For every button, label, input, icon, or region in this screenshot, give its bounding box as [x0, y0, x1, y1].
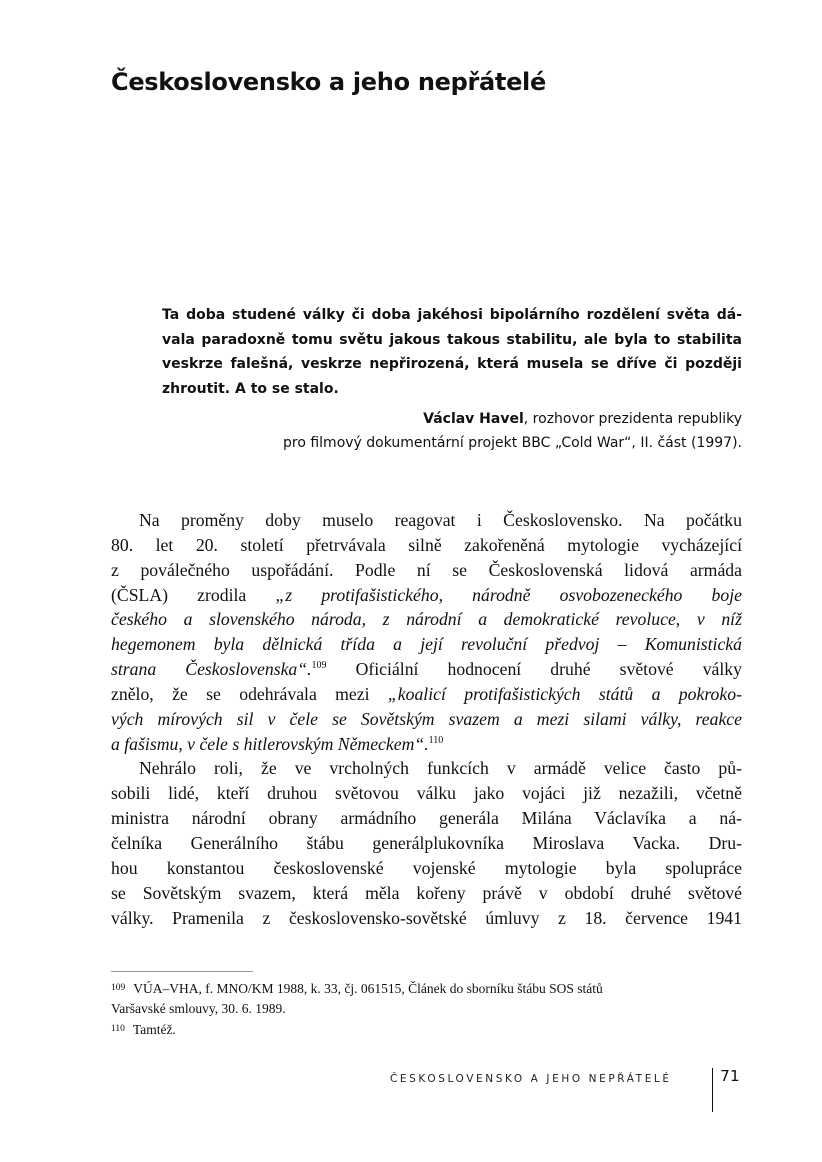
body-line: Nehrálo roli, že ve vrcholných funkcích v armádě velice často pů-: [139, 758, 742, 779]
quotation: a fašismu, v čele s hitlerovským Německem“.: [111, 733, 429, 754]
footnote-divider: [111, 971, 253, 972]
body-line: války. Pramenila z československo-sovětské úmluvy z 18. července 1941: [111, 907, 742, 928]
footnote-text-continuation: Varšavské smlouvy, 30. 6. 1989.: [111, 1001, 286, 1016]
quotation: vých mírových sil v čele se Sovětským svazem a mezi silami války, reakce: [111, 708, 742, 729]
quotation: českého a slovenského národa, z národní a demokratické revoluce, v níž: [111, 609, 742, 630]
body-text-run: (ČSLA) zrodila: [111, 584, 276, 605]
epigraph-source-line2: pro filmový dokumentární projekt BBC „Cold War“, II. část (1997).: [283, 435, 742, 451]
body-line: hou konstantou československé vojenské mytologie byla spolupráce: [111, 857, 742, 878]
epigraph-source: , rozhovor prezidenta republiky: [523, 411, 742, 427]
epigraph-line: zhroutit. A to se stalo.: [162, 380, 339, 397]
body-line: ministra národní obrany armádního generála Milána Václavíka a ná-: [111, 808, 742, 829]
footnotes: [111, 978, 742, 1040]
body-line: [111, 682, 742, 707]
body-line: z poválečného uspořádání. Podle ní se Československá lidová armáda: [111, 559, 742, 580]
body-line: [111, 632, 742, 657]
body-line: [111, 657, 742, 682]
body-text: [111, 508, 742, 930]
quotation: „koalicí protifašistických států a pokroko-: [387, 683, 742, 704]
epigraph-line: veskrze falešná, veskrze nepřirozená, která musela se dříve či později: [162, 356, 742, 372]
footnote-text: VÚA–VHA, f. MNO/KM 1988, k. 33, čj. 061515, Článek do sborníku štábu SOS států: [133, 981, 603, 996]
footnote-110: [111, 1019, 742, 1040]
epigraph-attribution: [162, 407, 742, 455]
body-text-run: znělo, že se odehrávala mezi: [111, 683, 388, 704]
epigraph-line: vala paradoxně tomu světu jakous takous stabilitu, ale byla to stabilita: [162, 331, 742, 348]
chapter-title: Československo a jeho nepřátelé: [111, 68, 546, 96]
footnote-text: Tamtéž.: [132, 1022, 176, 1037]
footnote-ref-109[interactable]: 109: [311, 660, 327, 672]
body-line: [111, 707, 742, 732]
body-line: se Sovětským svazem, která měla kořeny právě v období druhé světové: [111, 882, 742, 903]
footnote-number: 110: [111, 1024, 125, 1034]
body-line: [111, 732, 742, 757]
body-line: sobili lidé, kteří druhou světovou válku jako vojáci již nezažili, včetně: [111, 783, 742, 804]
body-line: čelníka Generálního štábu generálplukovníka Miroslava Vacka. Dru-: [111, 832, 742, 853]
body-line: Na proměny doby muselo reagovat i Československo. Na počátku: [139, 510, 742, 530]
body-line: [111, 583, 742, 608]
epigraph-line: Ta doba studené války či doba jakéhosi bipolárního rozdělení světa dá-: [162, 307, 742, 323]
body-line: [111, 607, 742, 632]
epigraph-author: Václav Havel: [423, 411, 524, 427]
running-head: ČESKOSLOVENSKO A JEHO NEPŘÁTELÉ: [390, 1073, 672, 1085]
epigraph: [162, 303, 742, 455]
quotation: „z protifašistického, národně osvobozeneckého boje: [275, 584, 742, 605]
body-line: 80. let 20. století přetrvávala silně zakořeněná mytologie vycházející: [111, 534, 742, 555]
footnote-109: [111, 978, 742, 999]
quotation: hegemonem byla dělnická třída a její revoluční předvoj – Komunistická: [111, 634, 742, 655]
footnote-number: 109: [111, 983, 126, 993]
footnote-ref-110[interactable]: 110: [428, 734, 444, 746]
body-text-run: Oficiální hodnocení druhé světové války: [326, 659, 742, 680]
quotation: strana Československa“.: [111, 659, 312, 680]
page-number: 71: [720, 1067, 740, 1085]
page-number-rule: [712, 1068, 713, 1112]
